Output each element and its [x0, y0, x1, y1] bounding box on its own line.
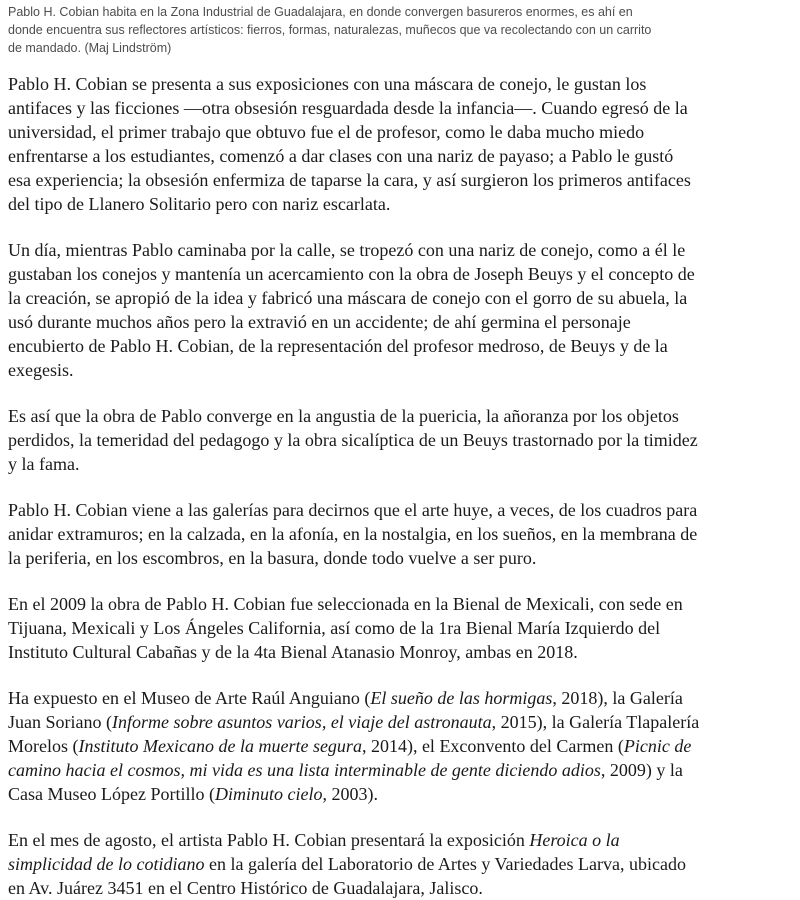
- text-segment: Pablo H. Cobian se presenta a sus exposiciones con una máscara de conejo, le gustan los antifaces y las ficciones —otra obsesión resguardada desde la infancia—. Cuando egresó de la universidad, el primer trabajo que obtuvo fue el de profesor, como le daba mucho miedo enfrentarse a los estudiantes, comenzó a dar clases con una nariz de payaso; a Pablo le gustó esa experiencia; la obsesión enfermiza de taparse la cara, y así surgieron los primeros antifaces del tipo de Llanero Solitario pero con nariz escarlata.: [8, 74, 691, 214]
- text-segment: En el 2009 la obra de Pablo H. Cobian fue seleccionada en la Bienal de Mexicali, con sede en Tijuana, Mexicali y Los Ángeles California, así como de la 1ra Bienal María Izquierdo del Instituto Cultural Cabañas y de la 4ta Bienal Atanasio Monroy, ambas en 2018.: [8, 594, 683, 662]
- article-body: [8, 72, 700, 900]
- paragraph: [8, 828, 700, 900]
- text-segment: , 2003).: [322, 784, 378, 804]
- text-segment: Es así que la obra de Pablo converge en la angustia de la puericia, la añoranza por los objetos perdidos, la temeridad del pedagogo y la obra sicalíptica de un Beuys trastornado por la timidez y la fama.: [8, 406, 698, 474]
- text-segment: , 2015), la Galería Tlapalería Morelos (: [8, 712, 700, 756]
- paragraph: [8, 238, 700, 382]
- text-segment: , 2014), el Exconvento del Carmen (: [361, 736, 624, 756]
- text-segment: En el mes de agosto, el artista Pablo H. Cobian presentará la exposición: [8, 830, 530, 850]
- work-title: Informe sobre asuntos varios, el viaje del astronauta: [111, 712, 492, 732]
- work-title: El sueño de las hormigas: [370, 688, 553, 708]
- work-title: Picnic de camino hacia el cosmos, mi vida es una lista interminable de gente diciendo adios: [8, 736, 692, 780]
- work-title: Diminuto cielo: [214, 784, 323, 804]
- paragraph: [8, 72, 700, 216]
- text-segment: en la galería del Laboratorio de Artes y Variedades Larva, ubicado en Av. Juárez 3451 en el Centro Histórico de Guadalajara, Jalisco.: [8, 854, 686, 898]
- paragraph: [8, 686, 700, 806]
- text-segment: Ha expuesto en el Museo de Arte Raúl Anguiano (: [8, 688, 371, 708]
- work-title: Instituto Mexicano de la muerte segura: [78, 736, 362, 756]
- photo-caption: Pablo H. Cobian habita en la Zona Industrial de Guadalajara, en donde convergen basureros enormes, es ahí en donde encuentra sus reflectores artísticos: fierros, formas, naturalezas, muñecos que va recolectando con un carrito de mandado. (Maj Lindström): [8, 5, 652, 55]
- paragraph: [8, 592, 700, 664]
- text-segment: Un día, mientras Pablo caminaba por la calle, se tropezó con una nariz de conejo, como a él le gustaban los conejos y mantenía un acercamiento con la obra de Joseph Beuys y el concepto de la creación, se apropió de la idea y fabricó una máscara de conejo con el gorro de su abuela, la usó durante muchos años pero la extravió en un accidente; de ahí germina el personaje encubierto de Pablo H. Cobian, de la representación del profesor medroso, de Beuys y de la exegesis.: [8, 240, 695, 380]
- text-segment: , 2018), la Galería Juan Soriano (: [8, 688, 683, 732]
- paragraph: [8, 498, 700, 570]
- text-segment: Pablo H. Cobian viene a las galerías para decirnos que el arte huye, a veces, de los cuadros para anidar extramuros; en la calzada, en la afonía, en la nostalgia, en los sueños, en la membrana de la periferia, en los escombros, en la basura, donde todo vuelve a ser puro.: [8, 500, 698, 568]
- paragraph: [8, 404, 700, 476]
- work-title: Heroica o la simplicidad de lo cotidiano: [8, 830, 620, 874]
- text-segment: , 2009) y la Casa Museo López Portillo (: [8, 760, 683, 804]
